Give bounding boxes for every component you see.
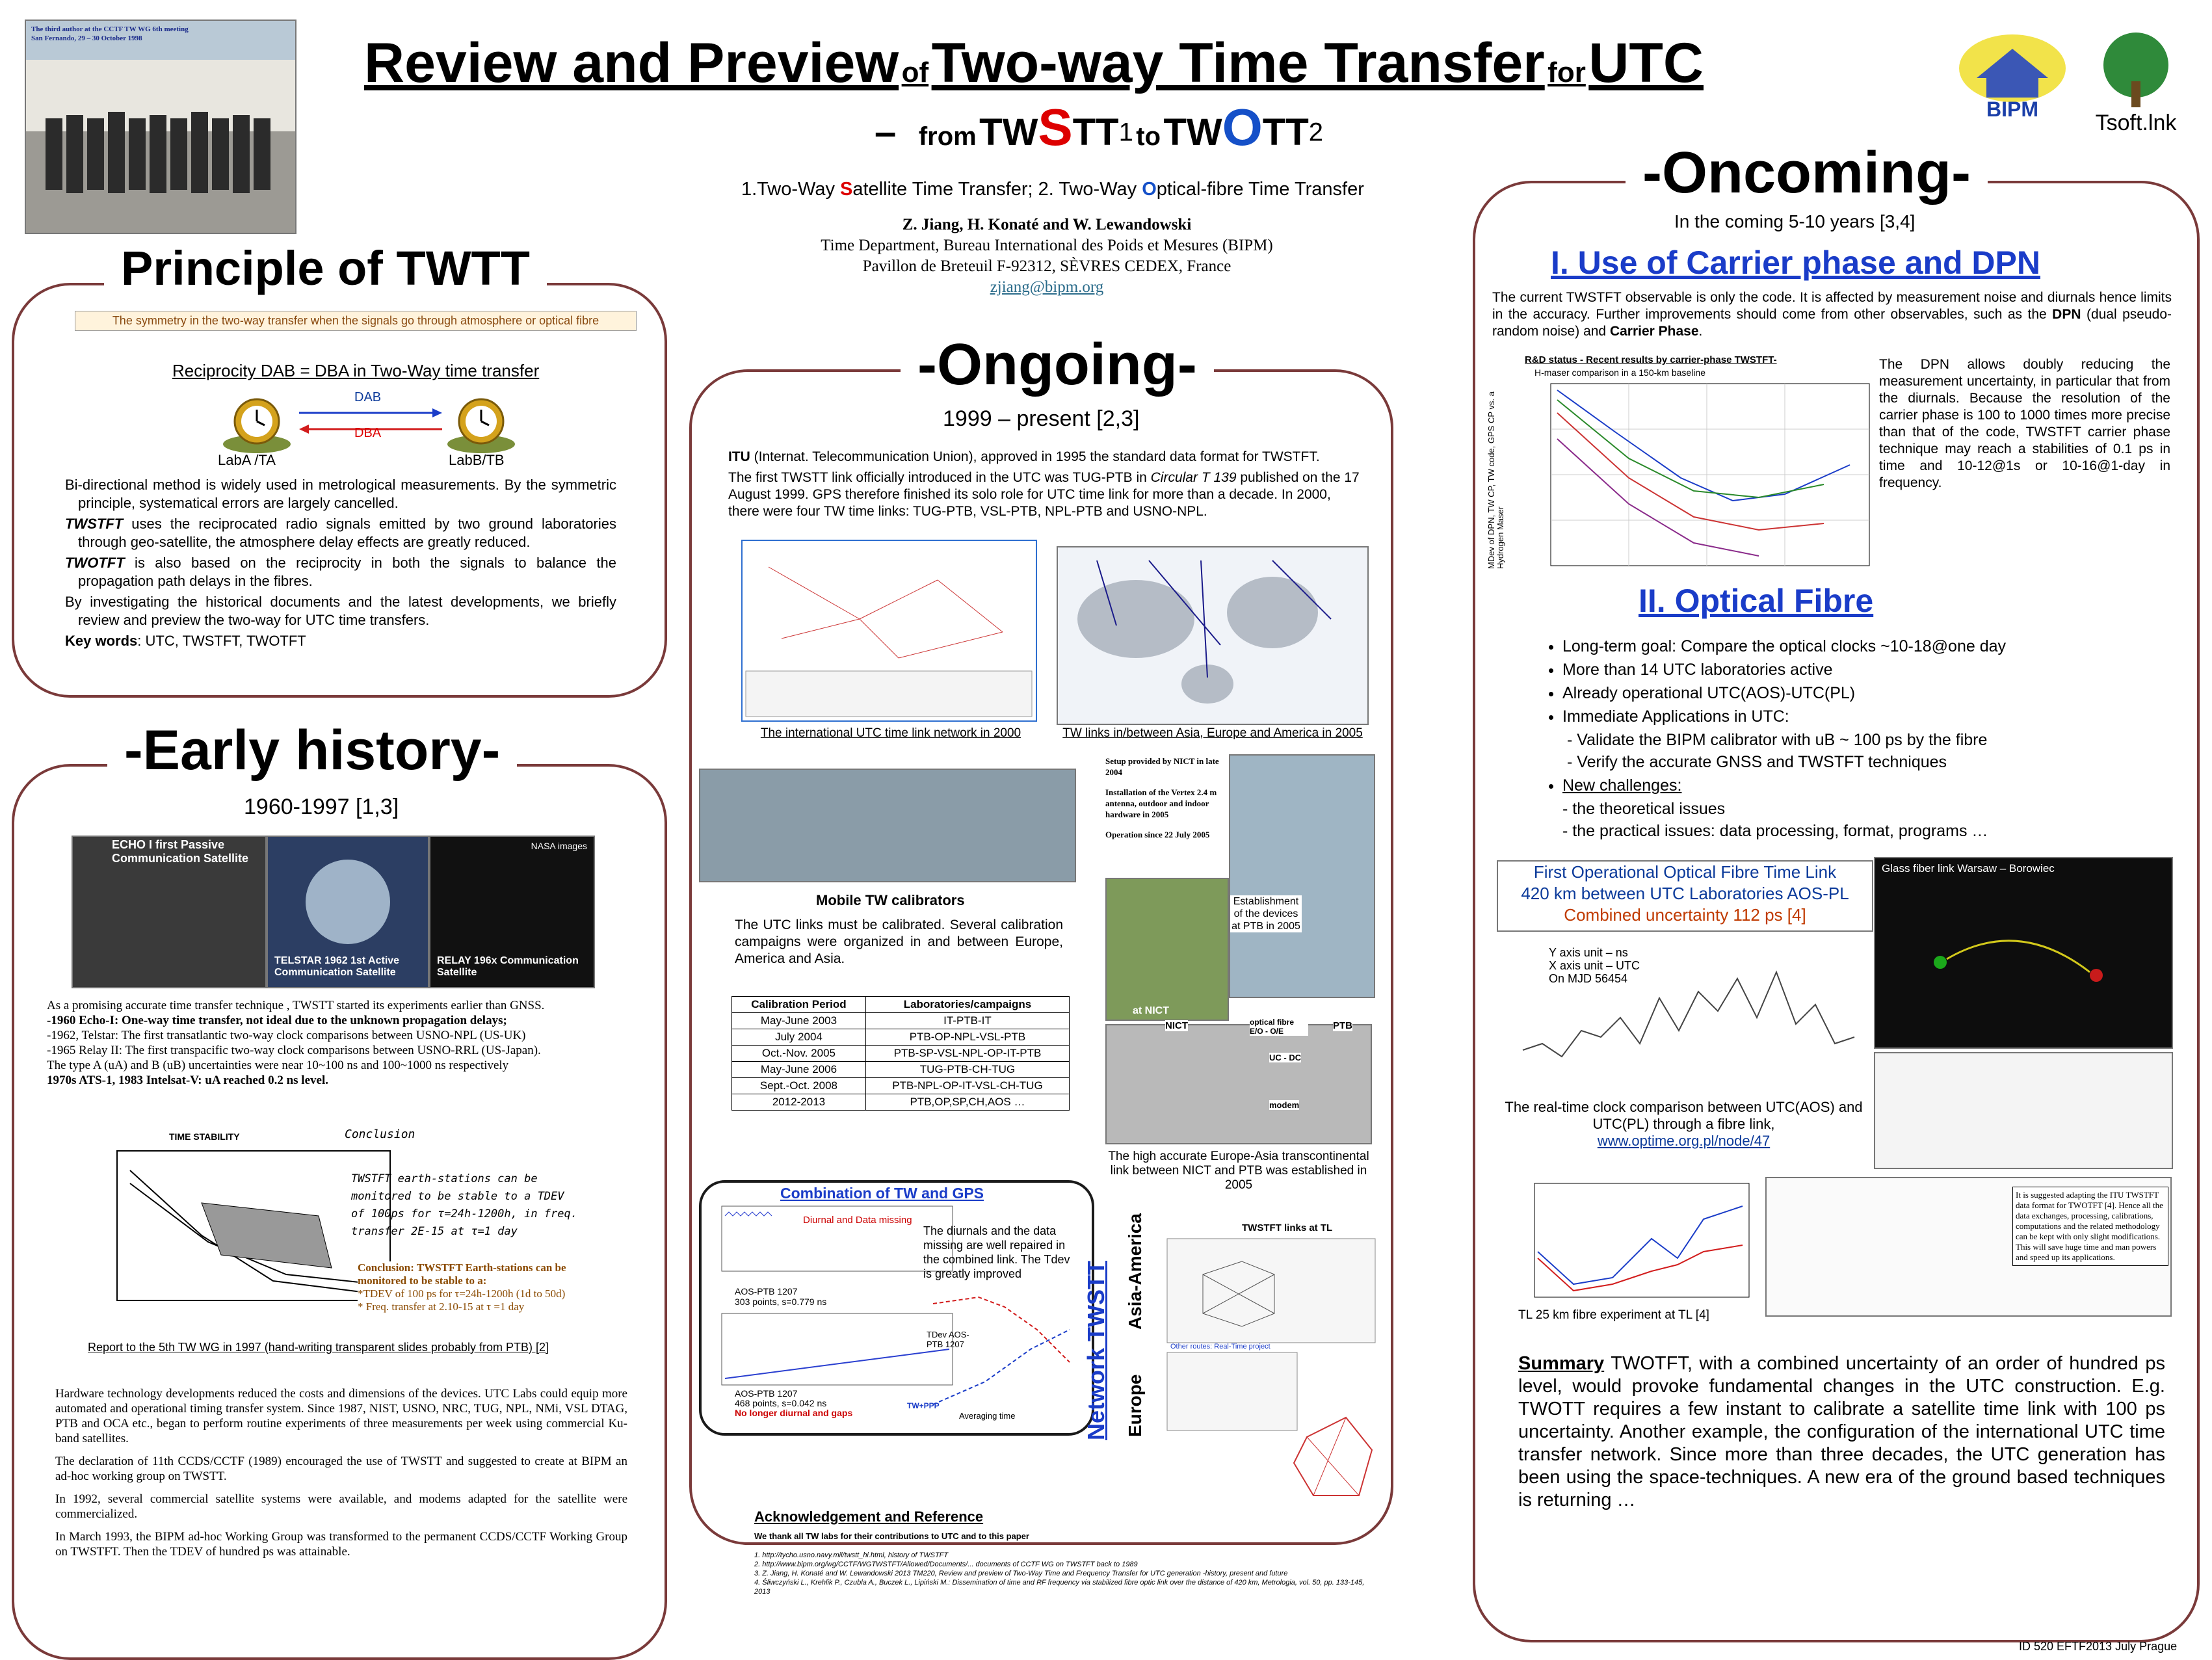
network-diagram [743,541,1036,720]
optime-link[interactable]: www.optime.org.pl/node/47 [1597,1133,1771,1149]
fibre-realtime-plot: Y axis unit – ns X axis unit – UTC On MJD 56454 [1497,933,1871,1096]
reference-item: 3. Z. Jiang, H. Konaté and W. Lewandowski 2013 TM220, Review and preview of Two-Way Time and Frequency Transfer for UTC generation -history, present and future [754,1570,1288,1577]
tdev-plot: TDev AOS-PTB 1207 TW+PPP Averaging time [920,1291,1083,1421]
tl-caption: TL 25 km fibre experiment at TL [4] [1518,1308,1709,1322]
photo-caption: The third author at the CCTF TW WG 6th meeting San Fernando, 29 – 30 October 1998 [31,25,189,42]
combination-text: The diurnals and the data missing are well repaired in the combined link. The Tdev is greatly improved [923,1224,1070,1280]
reference-item[interactable]: 2. http://www.bipm.org/wg/CCTF/WGTWSTFT/Allowed/Documents/... documents of CCTF WG on TWSTFT back to 1989 [754,1561,1138,1568]
nict-antenna-photo: at NICT [1105,878,1229,1021]
asia-america-label: Asia-America [1125,1213,1145,1330]
reference-item: 4. Śliwczyński L., Krehlik P., Czubla A., Buczek L., Lipiński M.: Dissemination of time and RF frequency via stabilized fibre optic link over the distance of 420 km, Metrologia, vol. 50, pp. 133-145, 2013 [754,1579,1365,1596]
tw-links-2005-map [1057,546,1369,725]
dba-label: DBA [354,426,382,440]
fibre-link-box: First Operational Optical Fibre Time Link 420 km between UTC Laboratories AOS-PL Combined uncertainty 112 ps [4] [1497,860,1873,932]
dpn-text: The DPN allows doubly reducing the measurement uncertainty, in particular that from the diurnals. Because the resolution of the carrier phase is 100 to 1000 times more precise than that of the code, TWSTFT carrier phase technique may reach a stabilities of 0.1 ps in time and 10-12@1s or 10-16@1-day in frequency. [1879,357,2170,490]
table-row: Oct.-Nov. 2005 PTB-SP-VSL-NPL-OP-IT-PTB [732,1046,1070,1062]
reciprocity-line: Reciprocity DAB = DBA in Two-Way time transfer [172,361,540,380]
mobile-text: The UTC links must be calibrated. Several calibration campaigns were organized in and between Europe, America and Asia. [735,917,1063,966]
author-block: Z. Jiang, H. Konaté and W. Lewandowski Time Department, Bureau International des Poids et Mesures (BIPM) Pavillon de Breteuil F-92312, SÈVRES CEDEX, France zjiang@bipm.org [748,215,1346,298]
table-row: May-June 2006 TUG-PTB-CH-TUG [732,1062,1070,1078]
early-history-period: 1960-1997 [1,3] [244,795,399,819]
nict-setup-text: Setup provided by NICT in late 2004 Installation of the Vertex 2.4 m antenna, outdoor and indoor hardware in 2005 Operation since 22 July 2005 [1105,756,1219,839]
alarm-clock-icon [218,389,296,454]
fibre-route-diagram [1875,858,2172,1047]
footer-id: ID 520 EFTF2013 July Prague [2019,1640,2178,1653]
optical-fibre-bullets: • Long-term goal: Compare the optical clocks ~10-18@one day • More than 14 UTC laboratories active • Already operational UTC(AOS)-UTC(PL) • Immediate Applications in UTC: - Validate the BIPM calibrator with uB ~ 100 ps by the fibre - Verify the accurate GNSS and TWSTFT techniques • New challenges: - the theoretical issues - the practical issues: data processing, format, programs … [1544,634,2155,842]
world-map-icon [1058,547,1367,724]
early-history-list: As a promising accurate time transfer technique , TWSTT started its experiments earlier than GNSS. -1960 Echo-I: One-way time transfer, not ideal due to the unknown propagation delays; -1962, Telstar: The first transatlantic two-way clock comparisons between USNO-NPL (US-UK) -1965 Relay II: The first transpacific two-way clock comparisons between USNO-RRL (US-Japan). The type A (uA) and B (uB) uncertainties were near 10~100 ns and 100~1000 ns respectively 1970s ATS-1, 1983 Intelsat-V: uA reached 0.2 ns level. [47,999,545,1087]
oncoming-title: -Oncoming- [1626,140,1988,207]
table-row: May-June 2003 IT-PTB-IT [732,1013,1070,1029]
group-photo [25,20,296,234]
lab-b-label: LabB/TB [449,452,505,468]
acronym-expansion: 1.Two-Way Satellite Time Transfer; 2. Two-Way Optical-fibre Time Transfer [741,179,1364,200]
mobile-title: Mobile TW calibrators [816,892,965,908]
realtime-caption: The real-time clock comparison between UTC(AOS) and UTC(PL) through a fibre link, www.optime.org.pl/node/47 [1497,1099,1871,1150]
calibration-table [731,996,1070,1111]
poster-title: Review and Preview of Two-way Time Transfer for UTC [364,32,1704,94]
mesh-network-diagram [1164,1222,1378,1515]
ack-title: Acknowledgement and Reference [754,1508,984,1525]
principle-title: Principle of TWTT [104,241,547,296]
ongoing-title: -Ongoing- [901,332,1214,399]
map-2000-caption: The international UTC time link network in 2000 [760,726,1021,740]
tl-time-deviation [1508,1180,1756,1310]
mdev-plot [1486,354,1876,572]
summary: Summary TWOTFT, with a combined uncertainty of an order of hundred ps level, would provoke fundamental changes in the UTC construction. E.g. TWOTT requires a few instant to calibrate a satellite time link with 100 ps uncertainty. Another example, the configuration of the international UTC time transfer network. Since more than three decades, the UTC generation has been using the space-techniques. A new era of the ground based techniques is returning … [1518,1353,2165,1510]
tdev-curve [920,1291,1083,1421]
combination-title: Combination of TW and GPS [780,1185,984,1202]
optical-fibre-heading: II. Optical Fibre [1639,583,1874,619]
warsaw-borowiec-map: Glass fiber link Warsaw – Borowiec [1874,857,2173,1049]
table-header: Calibration Period [732,997,866,1013]
combination-plots: Diurnal and Data missing AOS-PTB 1207 303 points, s=0.779 ns AOS-PTB 1207 468 points, s=0.042 ns No longer diurnal and gaps [709,1203,956,1424]
bipm-logo: BIPM [1957,33,2068,124]
email-link[interactable]: zjiang@bipm.org [990,278,1104,296]
table-header: Laboratories/campaigns [865,997,1069,1013]
utc-network-2000-map [741,540,1037,722]
relay-satellite-image: NASA images RELAY 196x Communication Satellite [429,836,595,988]
tree-icon [2081,29,2191,107]
rd-status-plot: R&D status - Recent results by carrier-phase TWSTFT- H-maser comparison in a 150-km baseline MDev of DPN, TW CP, TW code, GPS CP vs. a Hydrogen Maser [1486,354,1876,572]
reference-list [754,1551,1372,1596]
equipment-racks-photo: NICT optical fibre E/O - O/E PTB UC - DC modem [1105,1024,1372,1144]
network-twstt-label: Network TWSTT [1083,1261,1109,1440]
telstar-image: TELSTAR 1962 1st Active Communication Satellite [267,836,429,988]
echo-satellite-image: ECHO I first Passive Communication Satellite [72,836,267,988]
ptb-antenna-photo: Establishment of the devices at PTB in 2005 [1229,754,1375,998]
dab-label: DAB [354,390,382,404]
table-row: July 2004 PTB-OP-NPL-VSL-PTB [732,1029,1070,1046]
lab-a-label: LabA /TA [218,452,276,468]
reference-item[interactable]: 1. http://tycho.usno.navy.mil/twstt_hi.html, history of TWSTFT [754,1551,949,1559]
ongoing-period: 1999 – present [2,3] [943,406,1140,431]
map-2005-caption: TW links in/between Asia, Europe and America in 2005 [1062,726,1363,740]
uncertainty-table-image [1874,1052,2173,1169]
report-caption: Report to the 5th TW WG in 1997 (hand-writing transparent slides probably from PTB) [2] [88,1341,549,1354]
mobile-calibrator-photos [699,769,1076,882]
poster-subtitle: – from TWSTT$^1$ to TWOTT$^2$ [875,98,1323,156]
carrier-phase-text: The current TWSTFT observable is only the code. It is affected by measurement noise and diurnals hence limits in the accuracy. Further improvements should come from other observables, such as the DPN (dual pseudo-random noise) and Carrier Phase. [1492,290,2172,339]
principle-text: Bi-directional method is widely used in metrological measurements. By the symmetric principle, systematical errors are largely cancelled. TWSTFT uses the reciprocated radio signals emitted by two ground laboratories through geo-satellite, the atmosphere delay effects are greatly reduced. TWOTFT is also based on the reciprocity in both the signals to balance the propagation path delays in the fibres. By investigating the historical documents and the latest developments, we briefly review and preview the two-way for UTC time transfers. Key words: UTC, TWSTFT, TWOTFT [65,477,616,649]
tl-fibre-plot [1508,1180,1756,1310]
oncoming-period: In the coming 5-10 years [3,4] [1674,211,1916,231]
high-accuracy-caption: The high accurate Europe-Asia transcontinental link between NICT and PTB was established in 2005 [1108,1150,1369,1192]
europe-label: Europe [1125,1374,1145,1437]
clock-b [442,389,520,454]
carrier-phase-heading: I. Use of Carrier phase and DPN [1551,244,2041,281]
early-history-body: Hardware technology developments reduced the costs and dimensions of the devices. UTC Labs could equip more automated and operational timing transfer system. Since 1987, NIST, USNO, NRC, TUG, NPL, NMi, VSL DTAG, PTB and OCA etc., began to perform routine experiments of three measurements per week using commercial Ku-band satellites. The declaration of 11th CCDS/CCTF (1989) encouraged the use of TWSTT and suggested to create at BIPM an ad-hoc working group on TWSTT. In 1992, several commercial satellite systems were available, and modems adapted for the satellite were commercialized. In March 1993, the BIPM ad-hoc Working Group was transformed to the permanent CCDS/CCTF Working Group on TWSTFT. Then the TDEV of hundred ps was attainable. [55,1387,627,1559]
photo-illustration [26,21,295,233]
alarm-clock-icon [442,389,520,454]
table-row: Sept.-Oct. 2008 PTB-NPL-OP-IT-VSL-CH-TUG [732,1078,1070,1094]
twstft-links-diagram: TWSTFT links at TL Other routes: Real-Time project [1164,1222,1378,1515]
ack-text: We thank all TW labs for their contributions to UTC and to this paper [754,1531,1029,1541]
time-stability-chart: TIME STABILITY Conclusion TWSTFT earth-stations can be monitored to be stable to a TDEV of 100ps for τ=24h-1200h, in freq. transfer 2E-15 at τ=1 day Conclusion: TWSTFT Earth-stations can be monitored to be stable to a: *TDEV of 100 ps for τ=24h-1200h (1d to 50d) * Freq. transfer at 2.10-15 at τ =1 day [104,1131,585,1326]
clock-a [218,389,296,454]
early-history-title: -Early history- [107,718,517,783]
itu-format-note: It is suggested adapting the ITU TWSTFT data format for TWOTFT [4]. Hence all the data exchanges, processing, calibrations, computations and the related methodology can be kept with only slight modifications. This will save huge time and man powers and speed up its applications. [2012,1187,2168,1266]
ongoing-text: ITU (Internat. Telecommunication Union), approved in 1995 the standard data format for TWSTFT. The first TWSTT link officially introduced in the UTC was TUG-PTB in Circular T 139 published on the 17 August 1999. GPS therefore finished its solo role for UTC time link for more than a decade. In 2000, there were four TW time links: TUG-PTB, VSL-PTB, NPL-PTB and USNO-NPL. [728,449,1360,519]
principle-banner: The symmetry in the two-way transfer when the signals go through atmosphere or optical fibre [75,311,637,331]
tsoft-shortcut[interactable]: Tsoft.lnk [2081,29,2191,133]
table-row: 2012-2013 PTB,OP,SP,CH,AOS … [732,1094,1070,1111]
